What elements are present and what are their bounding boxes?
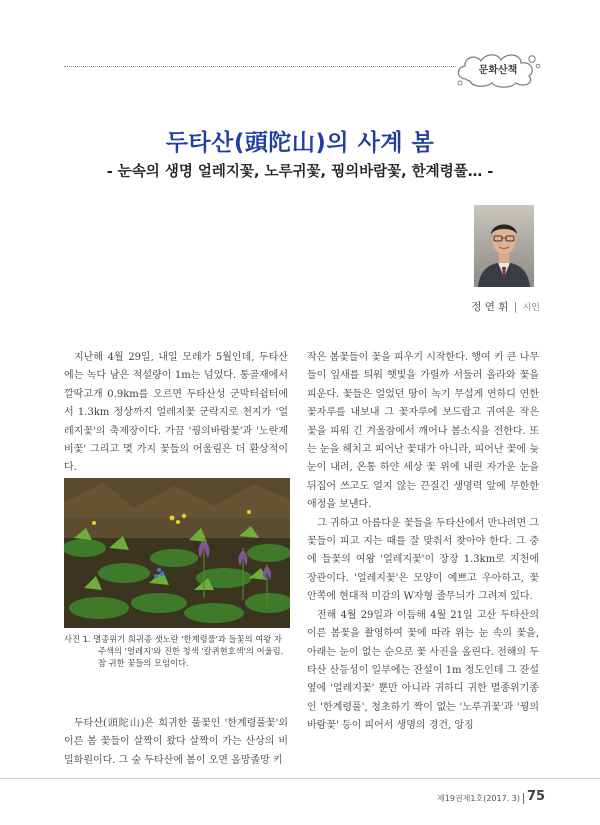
footer-divider (523, 793, 524, 804)
section-badge-label: 문화산책 (478, 65, 518, 76)
page-number: 75 (527, 789, 546, 804)
header-dotted-rule (64, 66, 456, 67)
body-column-left-bottom (64, 715, 288, 770)
flower-photo (64, 478, 290, 628)
article-title: 두타산(頭陀山)의 사계 봄 (165, 130, 435, 156)
author-portrait (474, 205, 534, 287)
caption-line: 사진 1. 멸종위기 희귀종 샛노란 '한계령풀'과 들꽃의 여왕 자 (64, 634, 282, 644)
author-credit (470, 299, 540, 314)
author-separator: | (513, 301, 518, 313)
article-subtitle: - 눈속의 생명 얼레지꽃, 노루귀꽃, 꿩의바람꽃, 한계령풀… - (106, 164, 494, 180)
caption-line: 참 귀한 꽃들의 모임이다. (98, 658, 189, 668)
body-paragraph: 작은 봄꽃들이 꽃을 피우기 시작한다. 행여 키 큰 나무들이 잎새를 틔워 햇빛을 가릴까 서둘러 올라와 꽃을 피운다. 꽃들은 얼었던 땅이 녹기 무섭게 연하디 연한 꽃자루를 내보내 그 꽃자루에 보드랍고 귀여운 작은 꽃을 피워 긴 겨울잠에서 깨어나 봄소식을 전한다. 또는 눈을 헤치고 피어난 꽃대가 아니라, 피어난 꽃에 늦눈이 내려, 온통 하얀 세상 꽃 위에 내린 자가운 눈을 뒤집어 쓰고도 얼지 않는 끈질긴 생명력 앞에 무한한 애정을 보낸다. (307, 352, 539, 511)
footer-issue: 제19권제1호(2017. 3) (437, 794, 520, 803)
author-role: 시인 (522, 303, 540, 313)
body-paragraph: 두타산(頭陀山)은 희귀한 풀꽃인 '한계령풀꽃'외 이른 봄 꽃들이 살짝이 왔다 살짝이 가는 산상의 비밀화원이다. 그 숲 두타산에 봄이 오면 올망졸망 키 (64, 718, 288, 766)
figure-caption (64, 633, 292, 669)
body-column-right (307, 349, 539, 736)
author-name: 정 연 휘 (471, 301, 509, 313)
body-paragraph: 전해 4월 29일과 이듬해 4월 21일 고산 두타산의 이른 봄꽃을 촬영하여 꽃에 따라 위는 눈 속의 꽃을, 아래는 눈이 없는 순으로 꽃 사진을 올린다. 전해의 두타산 산등성이 일부에는 잔설이 1m 정도인데 그 잔설 옆에 '얼레지꽃' 뿐만 아니라 귀하디 귀한 멸종위기종인 '한계령풀', 청초하기 짝이 없는 '노루귀꽃'과 '꿩의바람꽃' 등이 피어서 생명의 경건, 앙징 (307, 609, 539, 732)
body-paragraph: 그 귀하고 아름다운 꽃들을 두타산에서 만나려면 그 꽃들이 피고 지는 때를 잘 맞춰서 찾아야 한다. 그 중에 들꽃의 여왕 '얼레지꽃'이 장장 1.3km로 지천에 장관이다. '얼레지꽃'은 모양이 예쁘고 우아하고, 꽃 안쪽에 현대적 미감의 W자형 줄무늬가 그려져 있다. (307, 517, 539, 603)
caption-line: 주색의 '얼레지'와 진한 청색 '칼퀴현호색'의 어울림. (98, 646, 284, 656)
footer-rule (0, 778, 600, 779)
body-paragraph: 지난해 4월 29일, 내일 모레가 5월인데, 두타산에는 녹다 남은 적설량이 1m는 넘었다. 통골재에서 깔딱고개 0.9km를 오르면 두타산성 군막터쉼터에서 1.3km 정상까지 얼레지꽃 군락지로 천지가 '얼레지꽃'의 축제장이다. 가끔 '꿩의바람꽃'과 '노란제비꽃' 그리고 몇 가지 꽃들의 어울림은 더 환상적이다. (64, 352, 288, 474)
body-column-left-top (64, 349, 288, 478)
